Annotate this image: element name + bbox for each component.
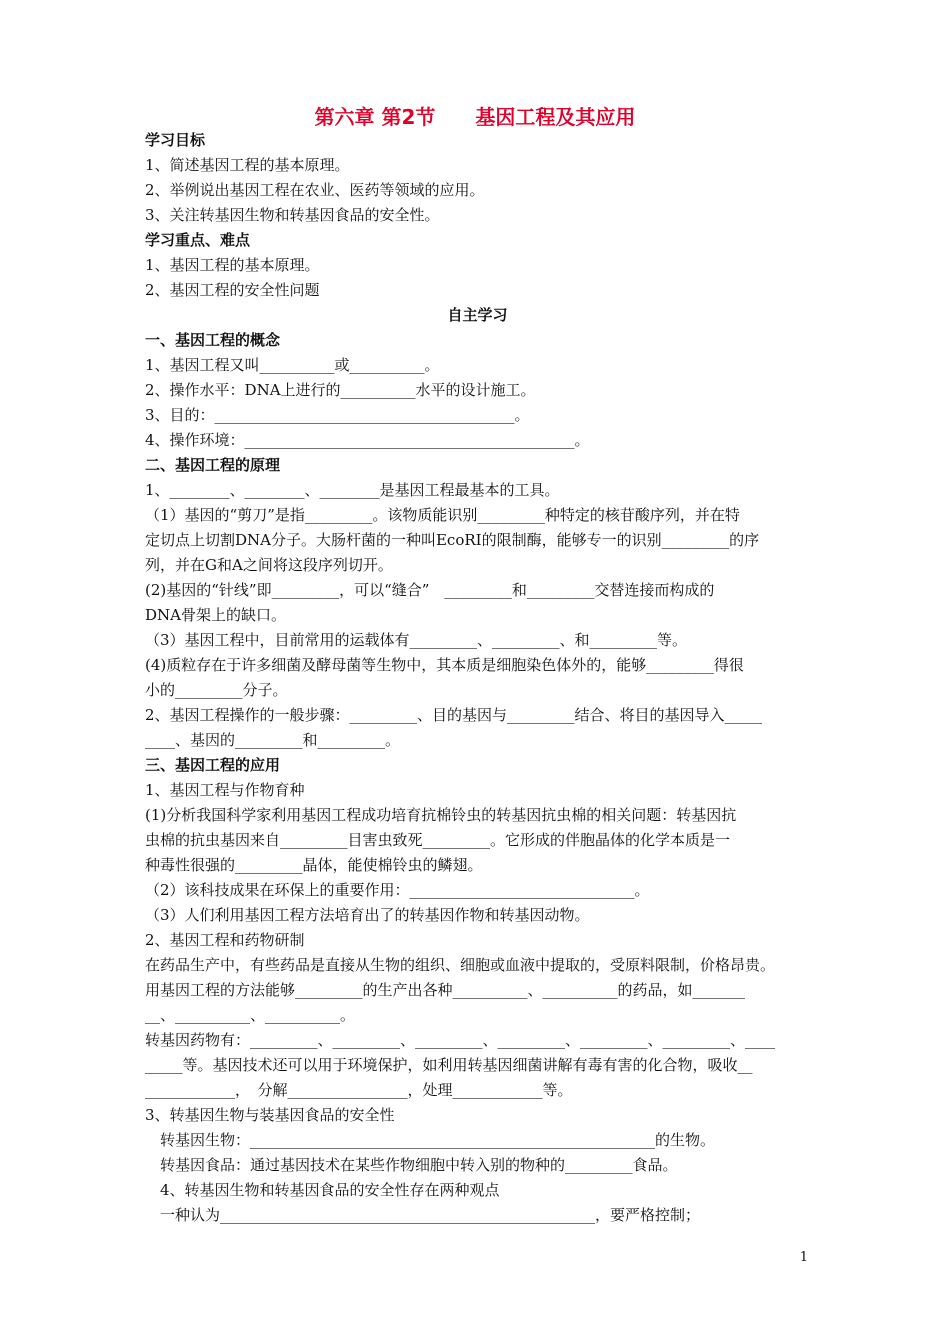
text-line: _____等。基因技术还可以用于环境保护，如利用转基因细菌讲解有毒有害的化合物，吸收__ bbox=[145, 1056, 753, 1074]
text-line: 一种认为__________________________________________________，要严格控制； bbox=[145, 1206, 701, 1224]
text-line: 转基因药物有：_________、_________、_________、_________、_________、_________、____ bbox=[145, 1031, 776, 1049]
text-line: (1)分析我国科学家利用基因工程成功培育抗棉铃虫的转基因抗虫棉的相关问题：转基因抗 bbox=[145, 806, 737, 824]
text-line: 2、基因工程和药物研制 bbox=[145, 931, 305, 949]
text-line: （3）人们利用基因工程方法培育出了的转基因作物和转基因动物。 bbox=[145, 906, 590, 924]
text-line: 转基因食品：通过基因技术在某些作物细胞中转入别的物种的_________食品。 bbox=[145, 1156, 678, 1174]
text-line: 2、基因工程的安全性问题 bbox=[145, 281, 320, 299]
section-heading: 三、基因工程的应用 bbox=[145, 756, 281, 774]
text-line: 1、基因工程的基本原理。 bbox=[145, 256, 320, 274]
text-line: __、__________、__________。 bbox=[145, 1006, 356, 1024]
text-line: 3、关注转基因生物和转基因食品的安全性。 bbox=[145, 206, 440, 224]
text-line: 种毒性很强的_________晶体，能使棉铃虫的鳞翅。 bbox=[145, 856, 483, 874]
text-line: 3、转基因生物与装基因食品的安全性 bbox=[145, 1106, 395, 1124]
page-title: 第六章 第2节 基因工程及其应用 bbox=[314, 105, 636, 129]
text-line: 定切点上切割DNA分子。大肠杆菌的一种叫EcoRI的限制酶，能够专一的识别_________的序 bbox=[145, 531, 760, 549]
text-line: （1）基因的“剪刀”是指_________。该物质能识别_________种特定的核苷酸序列，并在特 bbox=[145, 506, 740, 524]
section-heading: 学习目标 bbox=[145, 131, 206, 149]
text-line: 4、操作环境：____________________________________________。 bbox=[145, 431, 590, 449]
text-line: ____、基因的_________和_________。 bbox=[145, 731, 401, 749]
text-line: 转基因生物：______________________________________________________的生物。 bbox=[145, 1131, 716, 1149]
text-line: DNA骨架上的缺口。 bbox=[145, 606, 286, 624]
section-heading: 学习重点、难点 bbox=[145, 231, 251, 249]
page-number: 1 bbox=[799, 1250, 808, 1265]
text-line: 小的_________分子。 bbox=[145, 681, 288, 699]
text-line: 2、基因工程操作的一般步骤：_________、目的基因与_________结合、将目的基因导入_____ bbox=[145, 706, 763, 724]
text-line: 4、转基因生物和转基因食品的安全性存在两种观点 bbox=[145, 1181, 500, 1199]
text-line: 2、操作水平：DNA上进行的__________水平的设计施工。 bbox=[145, 381, 536, 399]
text-line: 虫棉的抗虫基因来自_________目害虫致死_________。它形成的伴胞晶体的化学本质是一 bbox=[145, 831, 731, 849]
text-line: (4)质粒存在于许多细菌及酵母菌等生物中，其本质是细胞染色体外的，能够_________得很 bbox=[145, 656, 744, 674]
text-line: 3、目的：________________________________________。 bbox=[145, 406, 530, 424]
text-line: （2）该科技成果在环保上的重要作用：______________________________。 bbox=[145, 881, 650, 899]
text-line: 1、简述基因工程的基本原理。 bbox=[145, 156, 350, 174]
text-line: ____________， 分解________________，处理____________等。 bbox=[145, 1081, 573, 1099]
text-line: (2)基因的“针线”即_________，可以“缝合” _________和_________交替连接而构成的 bbox=[145, 581, 715, 599]
text-line: 用基因工程的方法能够_________的生产出各种__________、__________的药品，如_______ bbox=[145, 981, 746, 999]
document-body bbox=[145, 128, 810, 1228]
section-heading: 一、基因工程的概念 bbox=[145, 331, 281, 349]
text-line: （3）基因工程中，目前常用的运载体有_________、_________、和_________等。 bbox=[145, 631, 688, 649]
text-line: 1、________、________、________是基因工程最基本的工具。 bbox=[145, 481, 560, 499]
section-heading: 自主学习 bbox=[447, 306, 508, 324]
text-line: 2、举例说出基因工程在农业、医药等领域的应用。 bbox=[145, 181, 485, 199]
text-line: 1、基因工程又叫__________或__________。 bbox=[145, 356, 440, 374]
section-heading: 二、基因工程的原理 bbox=[145, 456, 281, 474]
text-line: 列，并在G和A之间将这段序列切开。 bbox=[145, 556, 393, 574]
text-line: 在药品生产中，有些药品是直接从生物的组织、细胞或血液中提取的，受原料限制，价格昂贵。 bbox=[145, 956, 776, 974]
text-line: 1、基因工程与作物育种 bbox=[145, 781, 305, 799]
